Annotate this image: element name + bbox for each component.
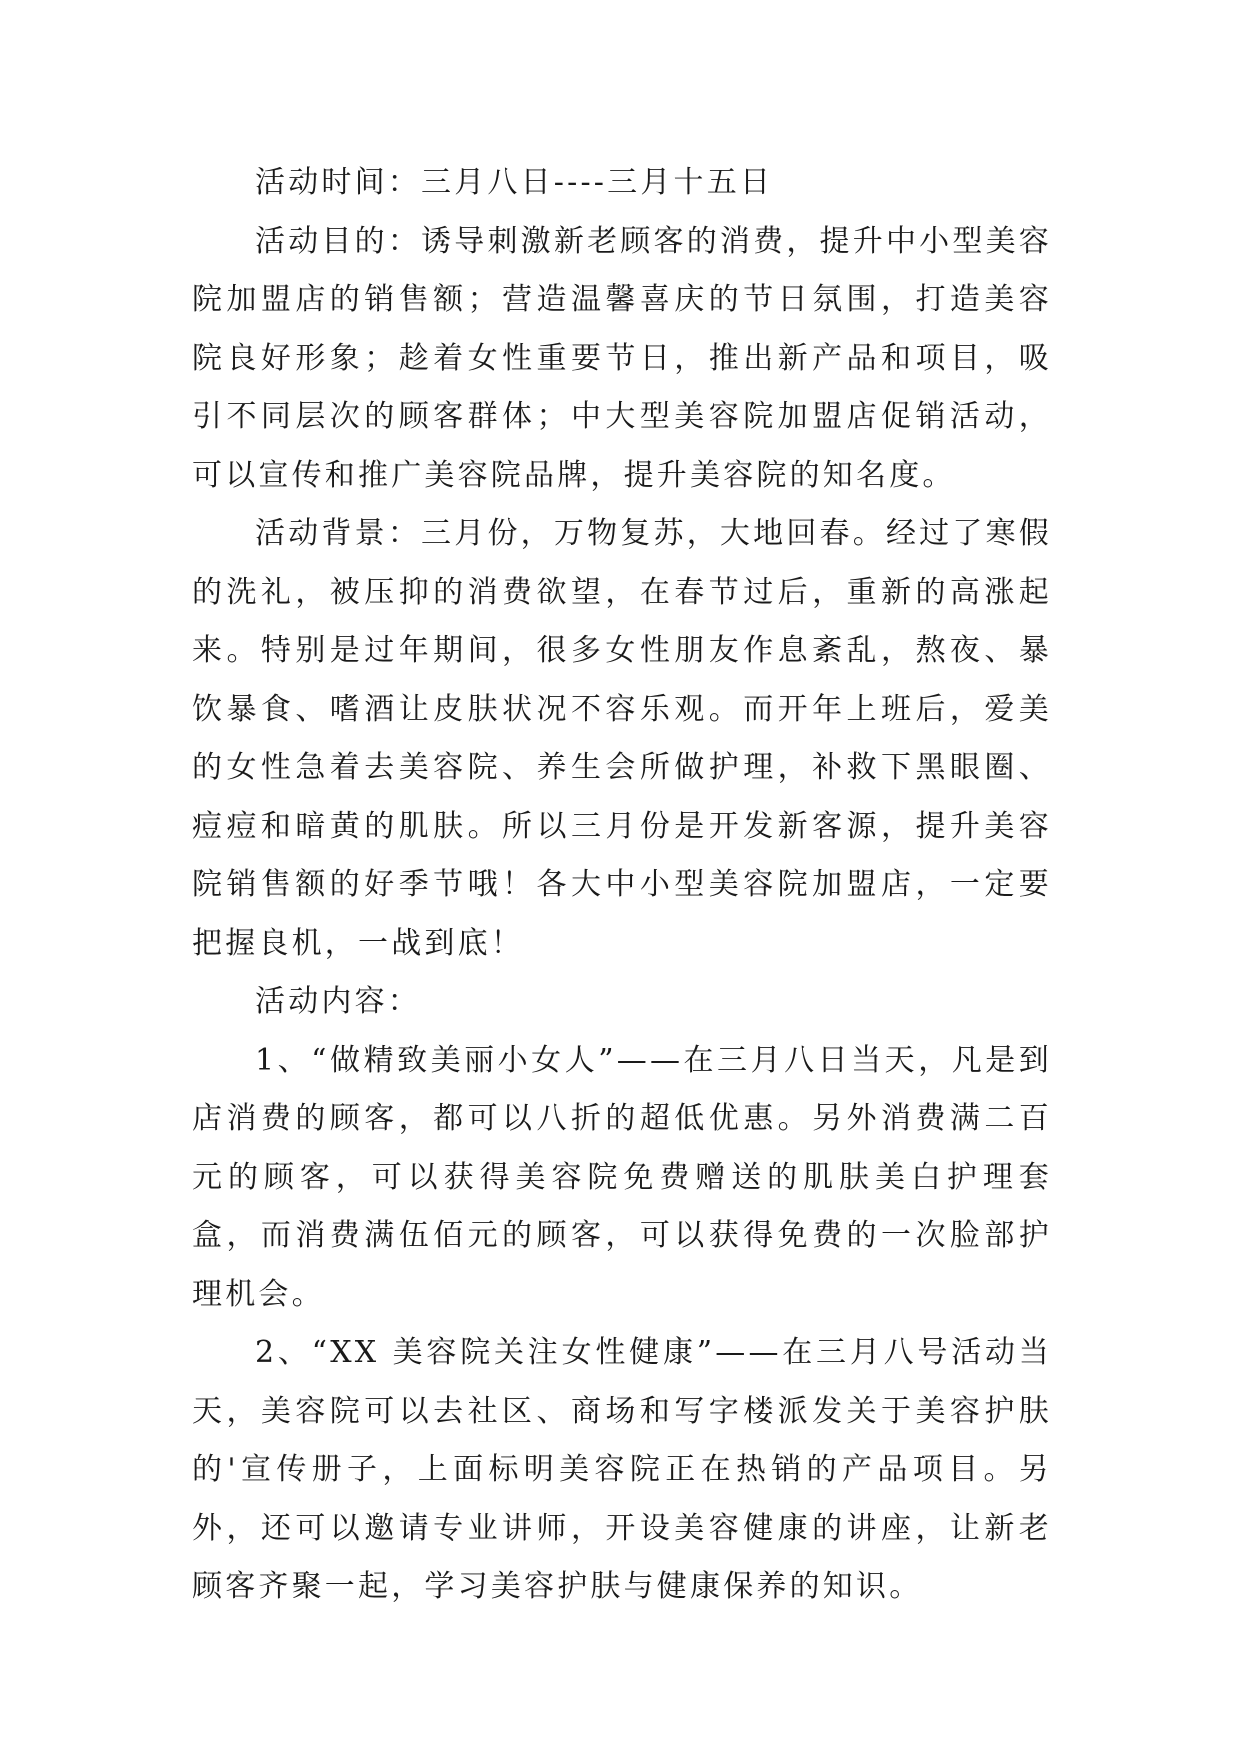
paragraph-content-item-2: 2、“XX 美容院关注女性健康”——在三月八号活动当天，美容院可以去社区、商场和写字楼派发关于美容护肤的'宣传册子，上面标明美容院正在热销的产品项目。另外，还可以邀请专业讲师，开设美容健康的讲座，让新老顾客齐聚一起，学习美容护肤与健康保养的知识。: [192, 1335, 1052, 1604]
paragraph-activity-content-heading: 活动内容：: [255, 984, 421, 1019]
paragraph-activity-time: 活动时间：三月八日----三月十五日: [255, 165, 774, 200]
paragraph-content-item-1: 1、“做精致美丽小女人”——在三月八日当天，凡是到店消费的顾客，都可以八折的超低优惠。另外消费满二百元的顾客，可以获得美容院免费赠送的肌肤美白护理套盒，而消费满伍佰元的顾客，可以获得免费的一次脸部护理机会。: [192, 1042, 1052, 1312]
paragraph-activity-background: 活动背景：三月份，万物复苏，大地回春。经过了寒假的洗礼，被压抑的消费欲望，在春节过后，重新的高涨起来。特别是过年期间，很多女性朋友作息紊乱，熬夜、暴饮暴食、嗜酒让皮肤状况不容乐观。而开年上班后，爱美的女性急着去美容院、养生会所做护理，补救下黑眼圈、痘痘和暗黄的肌肤。所以三月份是开发新客源，提升美容院销售额的好季节哦！各大中小型美容院加盟店，一定要把握良机，一战到底！: [192, 516, 1052, 961]
document-body: [192, 154, 1052, 1617]
paragraph-activity-purpose: 活动目的：诱导刺激新老顾客的消费，提升中小型美容院加盟店的销售额；营造温馨喜庆的节日氛围，打造美容院良好形象；趁着女性重要节日，推出新产品和项目，吸引不同层次的顾客群体；中大型美容院加盟店促销活动，可以宣传和推广美容院品牌，提升美容院的知名度。: [192, 223, 1052, 493]
